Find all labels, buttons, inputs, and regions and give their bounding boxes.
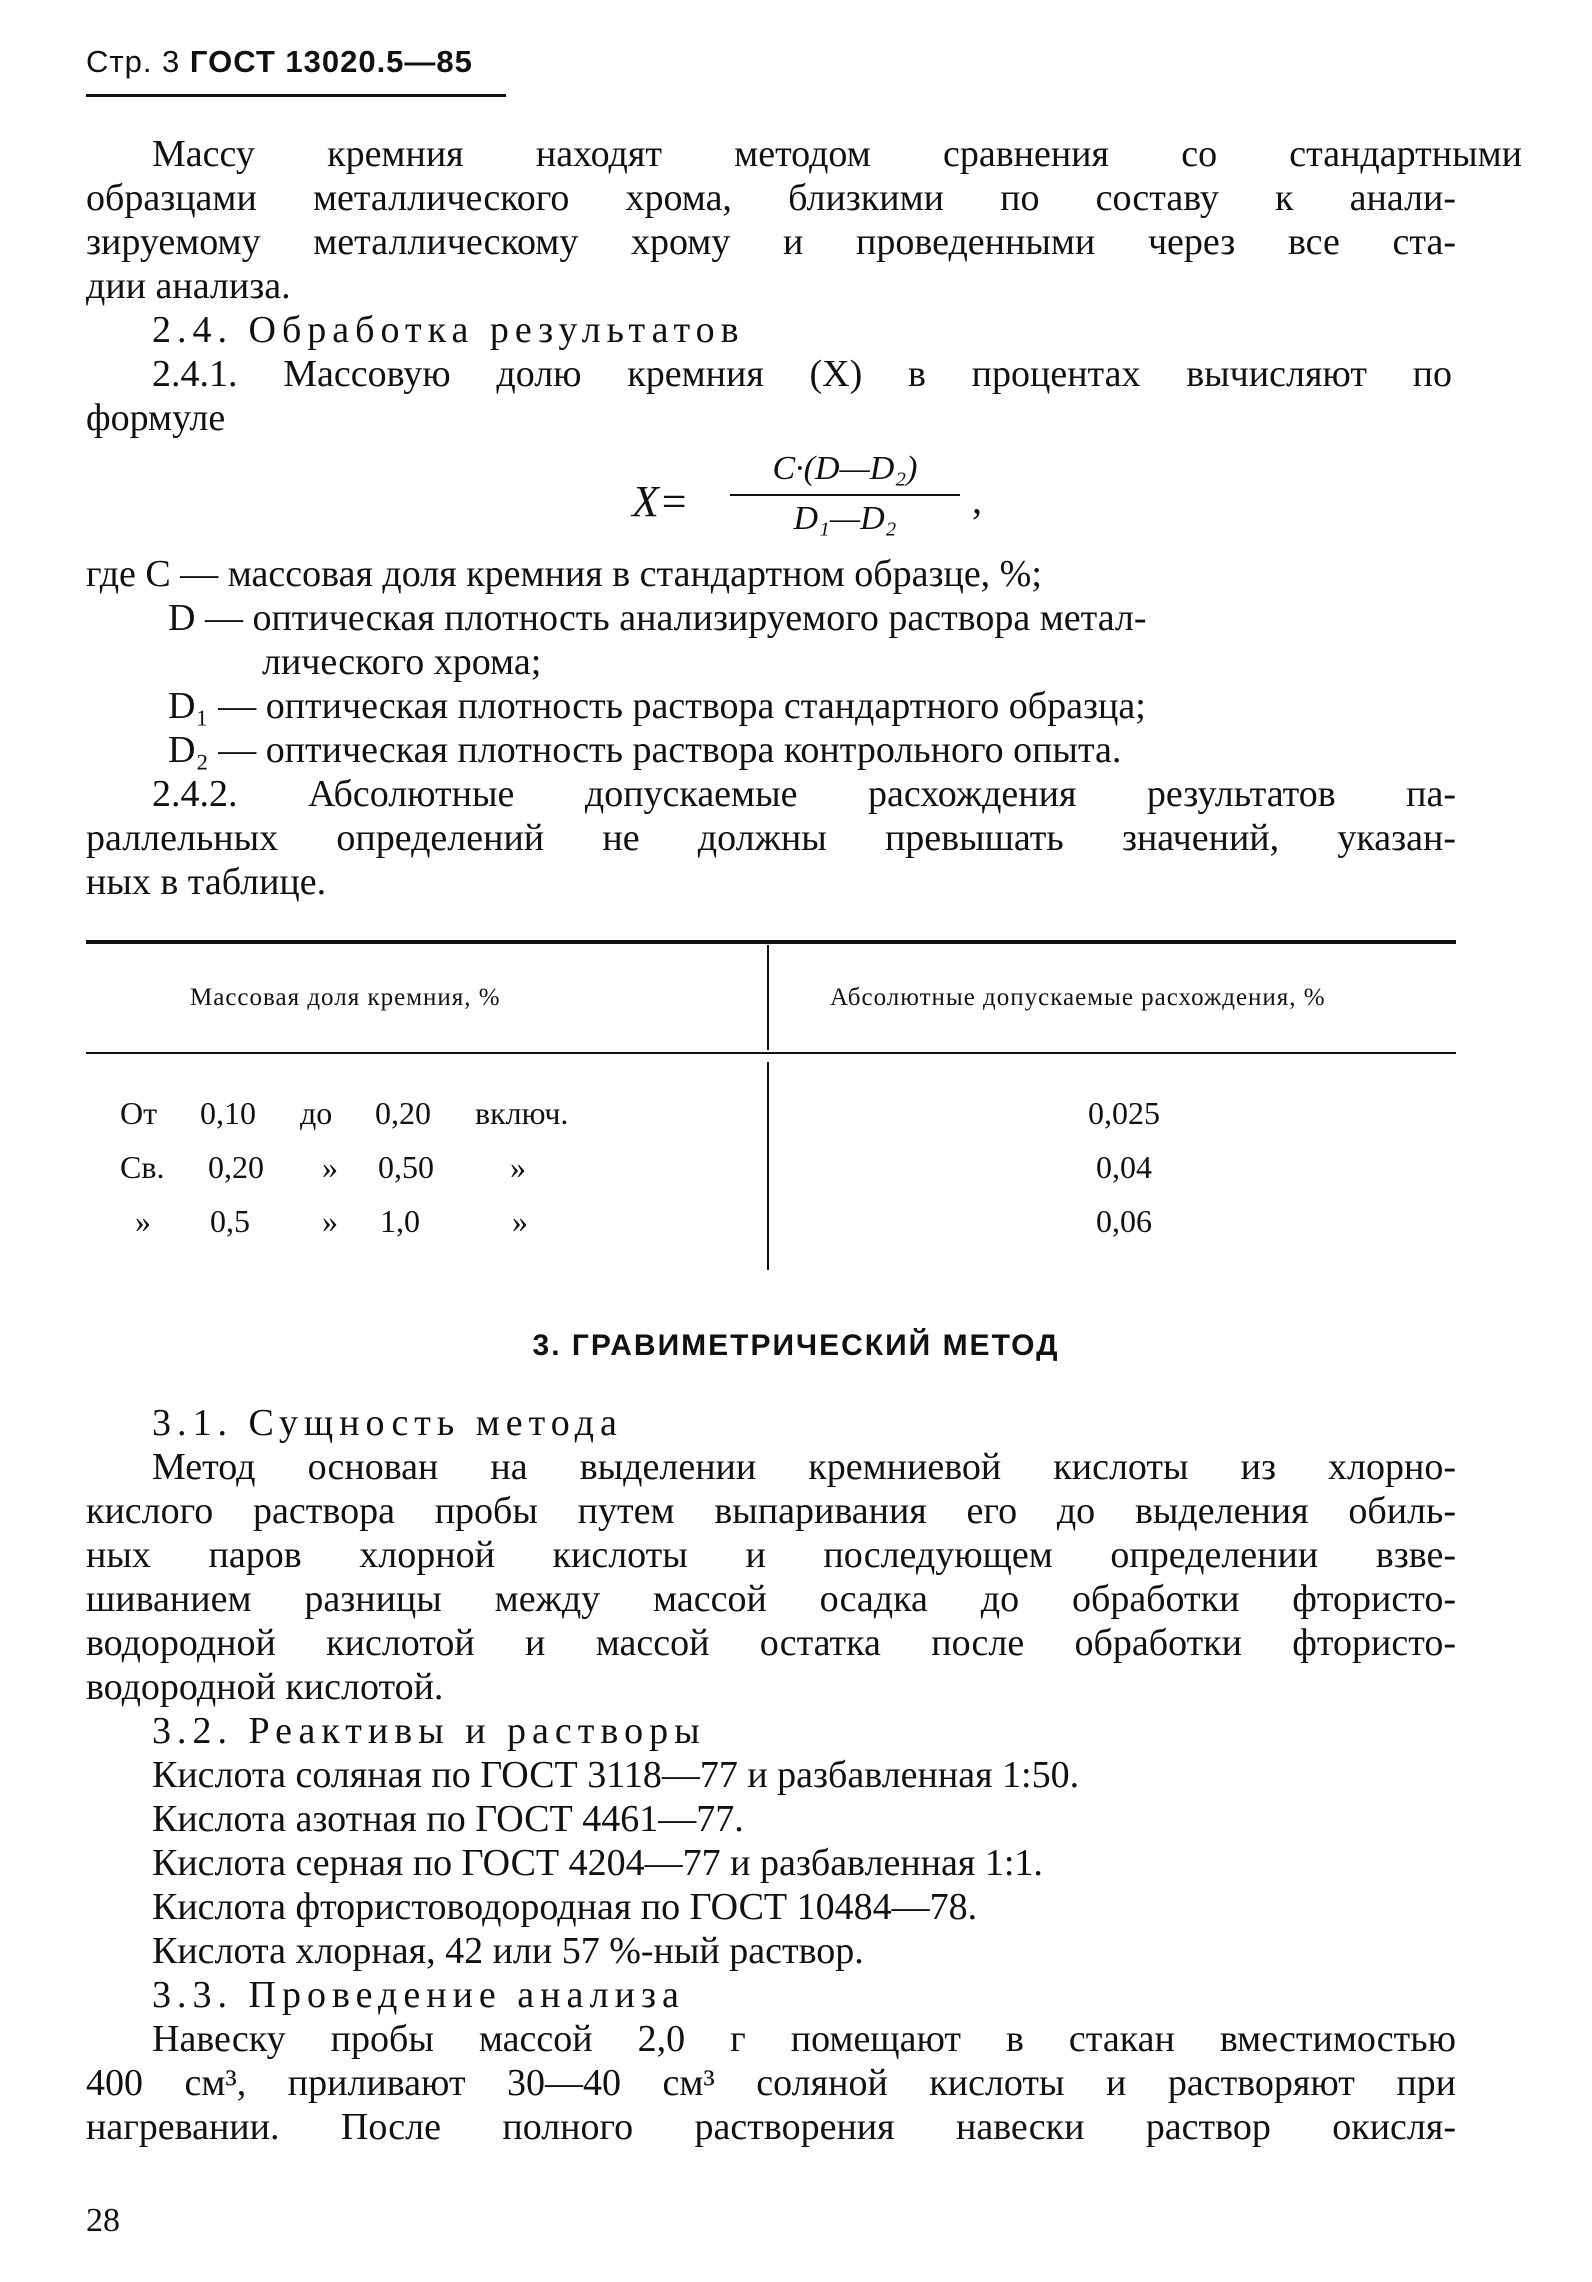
page-number: 28	[86, 2202, 120, 2239]
reagent-line: Кислота фтористоводородная по ГОСТ 10484—78.	[152, 1886, 978, 1928]
table-header-divider	[767, 945, 769, 1050]
section-3-title: 3. ГРАВИМЕТРИЧЕСКИЙ МЕТОД	[532, 1329, 1060, 1362]
table-header-col-1: Массовая доля кремния, %	[190, 984, 501, 1011]
def-row-d	[168, 597, 1147, 640]
table-body-divider	[767, 1062, 769, 1270]
table-cell: »	[322, 1203, 338, 1239]
reagent-line: Кислота серная по ГОСТ 4204—77 и разбавленная 1:1.	[152, 1842, 1043, 1884]
table-cell: 0,06	[1096, 1203, 1152, 1239]
def-text: — оптическая плотность раствора контрольного опыта.	[218, 729, 1122, 771]
formula-comma: ,	[972, 477, 982, 522]
s242-line-1: 2.4.2. Абсолютные допускаемые расхождения результатов па-	[152, 773, 1456, 815]
table-cell: Св.	[120, 1149, 165, 1185]
table-cell: включ.	[475, 1095, 569, 1131]
formula	[620, 450, 1020, 550]
reagent-line: Кислота соляная по ГОСТ 3118—77 и разбавленная 1:50.	[152, 1754, 1080, 1796]
table-cell: 0,025	[1088, 1095, 1160, 1131]
table-cell: 0,10	[200, 1095, 256, 1131]
def-symbol: D₁	[168, 685, 209, 727]
def-text: — массовая доля кремния в стандартном образце, %;	[180, 553, 1042, 595]
def-text: лического хрома;	[262, 641, 542, 683]
intro-line-3: зируемому металлическому хрому и проведенными через все ста-	[86, 221, 1456, 263]
table-header-col-2: Абсолютные допускаемые расхождения, %	[830, 984, 1326, 1011]
def-row-d-cont	[262, 641, 541, 684]
table-cell: 1,0	[380, 1203, 420, 1239]
section-2-4-title: 2.4. Обработка результатов	[152, 309, 745, 351]
header-doc-id: ГОСТ 13020.5—85	[189, 44, 473, 79]
intro-line-4: дии анализа.	[86, 265, 291, 307]
formula-denominator: D₁—D₂	[793, 500, 897, 537]
header-page-label: Стр. 3	[86, 44, 181, 79]
s31-line-2: кислого раствора пробы путем выпаривания его до выделения обиль-	[86, 1490, 1456, 1532]
s242-line-2: раллельных определений не должны превышать значений, указан-	[86, 817, 1456, 859]
def-symbol: D	[168, 597, 196, 639]
table-cell: »	[135, 1203, 151, 1239]
s31-line-5: водородной кислотой и массой остатка после обработки фтористо-	[86, 1622, 1456, 1664]
def-row-d1	[168, 685, 1146, 728]
fraction-bar	[730, 494, 960, 496]
s31-line-1: Метод основан на выделении кремниевой кислоты из хлорно-	[152, 1446, 1456, 1488]
reagent-line: Кислота хлорная, 42 или 57 %-ный раствор.	[152, 1930, 864, 1972]
def-row-d2	[168, 729, 1121, 772]
table-cell: »	[510, 1149, 526, 1185]
reagent-line: Кислота азотная по ГОСТ 4461—77.	[152, 1798, 744, 1840]
table-header-rule	[86, 1052, 1456, 1054]
def-symbol: D₂	[168, 729, 209, 771]
section-3-1-title: 3.1. Сущность метода	[152, 1402, 623, 1444]
table-cell: 0,04	[1096, 1149, 1152, 1185]
table-cell: 0,20	[375, 1095, 431, 1131]
s242-line-3: ных в таблице.	[86, 861, 327, 903]
def-symbol: где C	[86, 553, 171, 595]
def-row-c	[86, 553, 1042, 596]
def-text: — оптическая плотность анализируемого раствора метал-	[204, 597, 1147, 639]
s33-line-2: 400 см³, приливают 30—40 см³ соляной кислоты и растворяют при	[86, 2062, 1456, 2104]
table-cell: 0,20	[208, 1149, 264, 1185]
s241-line-2: формуле	[86, 397, 226, 439]
intro-line-1: Массу кремния находят методом сравнения со стандартными	[152, 133, 1522, 175]
table-cell: 0,50	[378, 1149, 434, 1185]
s241-line-1: 2.4.1. Массовую долю кремния (X) в процентах вычисляют по	[152, 353, 1452, 395]
table-cell: до	[300, 1095, 333, 1131]
formula-numerator: C·(D—D₂)	[772, 450, 918, 487]
table-cell: От	[120, 1095, 158, 1131]
intro-line-2: образцами металлического хрома, близкими по составу к анали-	[86, 177, 1456, 219]
section-3-2-title: 3.2. Реактивы и растворы	[152, 1710, 706, 1752]
section-3-3-title: 3.3. Проведение анализа	[152, 1974, 685, 2016]
table-cell: 0,5	[210, 1203, 250, 1239]
table-cell: »	[322, 1149, 338, 1185]
table-top-rule	[86, 940, 1456, 944]
s31-line-3: ных паров хлорной кислоты и последующем определении взве-	[86, 1534, 1456, 1576]
table-cell: »	[512, 1203, 528, 1239]
header-rule	[86, 94, 506, 97]
page-header	[86, 44, 473, 80]
def-text: — оптическая плотность раствора стандартного образца;	[218, 685, 1146, 727]
formula-lhs: X=	[632, 477, 689, 526]
s31-line-4: шиванием разницы между массой осадка до обработки фтористо-	[86, 1578, 1456, 1620]
s33-line-1: Навеску пробы массой 2,0 г помещают в стакан вместимостью	[152, 2018, 1456, 2060]
s31-line-6: водородной кислотой.	[86, 1666, 444, 1708]
s33-line-3: нагревании. После полного растворения навески раствор окисля-	[86, 2106, 1456, 2148]
